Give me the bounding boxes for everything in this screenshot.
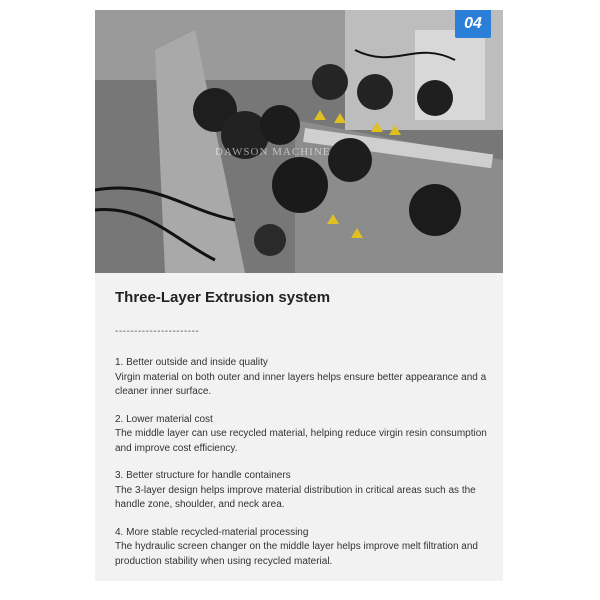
dashed-divider: ---------------------- [115, 326, 200, 337]
feature-body: Virgin material on both outer and inner layers helps ensure better appearance and a cleaner inner surface. [115, 371, 487, 397]
feature-item-2 [115, 413, 495, 457]
step-number-badge: 04 [455, 10, 491, 38]
feature-body: The 3-layer design helps improve material distribution in critical areas such as the handle zone, shoulder, and neck area. [115, 484, 476, 510]
feature-heading: 4. More stable recycled-material processing [115, 526, 309, 538]
feature-list [115, 356, 495, 569]
feature-heading: 3. Better structure for handle containers [115, 470, 291, 481]
feature-heading: 2. Lower material cost [115, 413, 213, 425]
section-title: Three-Layer Extrusion system [115, 289, 331, 306]
feature-item-3 [115, 469, 495, 513]
feature-heading: 1. Better outside and inside quality [115, 357, 268, 368]
feature-body: The hydraulic screen changer on the middle layer helps improve melt filtration and production stability when using recycled material. [115, 541, 478, 567]
feature-body: The middle layer can use recycled material, helping reduce virgin resin consumption and improve cost efficiency. [115, 428, 487, 454]
product-feature-card [95, 10, 503, 581]
feature-item-1 [115, 356, 495, 400]
machine-illustration [95, 10, 503, 273]
feature-item-4 [115, 526, 495, 570]
feature-description [115, 288, 495, 582]
photo-watermark: DAWSON MACHINE [215, 146, 331, 158]
extruder-machine-photo [95, 10, 503, 273]
